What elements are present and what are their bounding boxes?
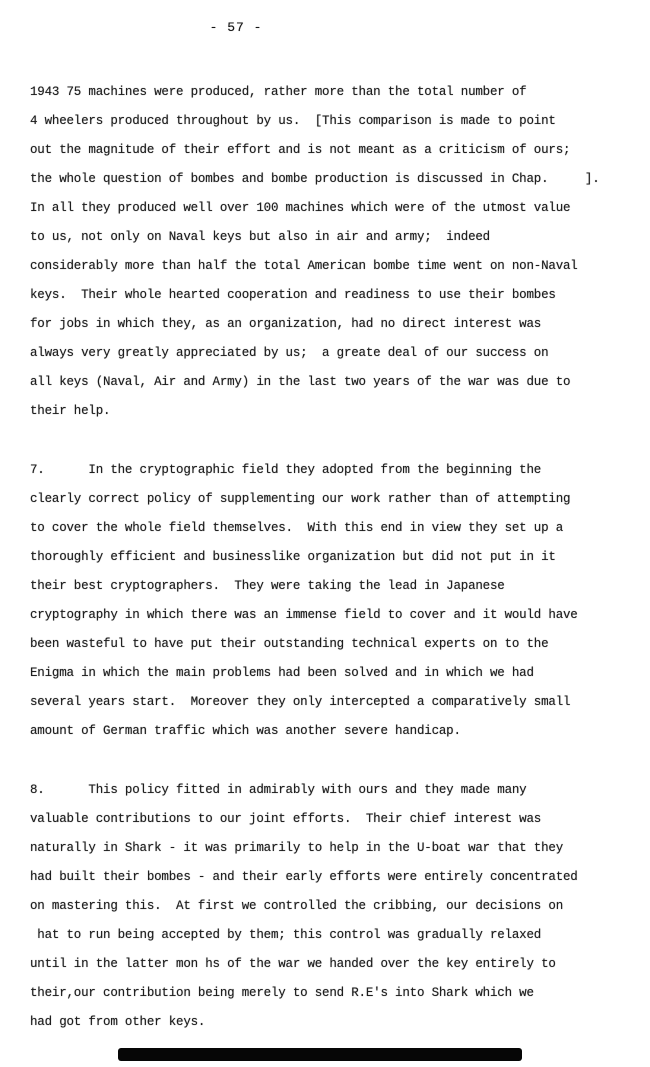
text-line: cryptography in which there was an immense field to cover and it would have bbox=[30, 608, 578, 622]
text-line: considerably more than half the total American bombe time went on non-Naval bbox=[30, 259, 578, 273]
text-line: until in the latter mon hs of the war we handed over the key entirely to bbox=[30, 957, 556, 971]
text-line: valuable contributions to our joint efforts. Their chief interest was bbox=[30, 812, 542, 826]
text-line: been wasteful to have put their outstanding technical experts on to the bbox=[30, 637, 549, 651]
text-line: hat to run being accepted by them; this control was gradually relaxed bbox=[30, 928, 542, 942]
text-line: 1943 75 machines were produced, rather more than the total number of bbox=[30, 85, 527, 99]
text-line: out the magnitude of their effort and is not meant as a criticism of ours; bbox=[30, 143, 571, 157]
text-line: keys. Their whole hearted cooperation and readiness to use their bombes bbox=[30, 288, 556, 302]
text-line: 4 wheelers produced throughout by us. [This comparison is made to point bbox=[30, 114, 556, 128]
paragraph-continuation bbox=[30, 78, 630, 426]
text-line: thoroughly efficient and businesslike organization but did not put in it bbox=[30, 550, 556, 564]
text-line: amount of German traffic which was another severe handicap. bbox=[30, 724, 461, 738]
text-line: 8. This policy fitted in admirably with ours and they made many bbox=[30, 783, 527, 797]
text-line: 7. In the cryptographic field they adopted from the beginning the bbox=[30, 463, 542, 477]
text-line: their help. bbox=[30, 404, 111, 418]
scan-artifact-bar bbox=[118, 1048, 522, 1061]
text-line: In all they produced well over 100 machines which were of the utmost value bbox=[30, 201, 571, 215]
text-line: clearly correct policy of supplementing our work rather than of attempting bbox=[30, 492, 571, 506]
text-line: their,our contribution being merely to send R.E's into Shark which we bbox=[30, 986, 534, 1000]
text-line: the whole question of bombes and bombe production is discussed in Chap. ]. bbox=[30, 172, 600, 186]
paragraph-7 bbox=[30, 456, 630, 746]
text-line: always very greatly appreciated by us; a greate deal of our success on bbox=[30, 346, 549, 360]
text-line: for jobs in which they, as an organization, had no direct interest was bbox=[30, 317, 542, 331]
text-line: Enigma in which the main problems had been solved and in which we had bbox=[30, 666, 534, 680]
text-line: had built their bombes - and their early efforts were entirely concentrated bbox=[30, 870, 578, 884]
page-number-header: - 57 - bbox=[209, 20, 263, 35]
text-line: naturally in Shark - it was primarily to help in the U-boat war that they bbox=[30, 841, 563, 855]
text-line: their best cryptographers. They were taking the lead in Japanese bbox=[30, 579, 505, 593]
text-line: on mastering this. At first we controlled the cribbing, our decisions on bbox=[30, 899, 563, 913]
text-line: had got from other keys. bbox=[30, 1015, 206, 1029]
text-line: all keys (Naval, Air and Army) in the last two years of the war was due to bbox=[30, 375, 571, 389]
text-line: several years start. Moreover they only intercepted a comparatively small bbox=[30, 695, 571, 709]
paragraph-8 bbox=[30, 776, 630, 1037]
text-line: to us, not only on Naval keys but also in air and army; indeed bbox=[30, 230, 490, 244]
text-line: to cover the whole field themselves. With this end in view they set up a bbox=[30, 521, 563, 535]
